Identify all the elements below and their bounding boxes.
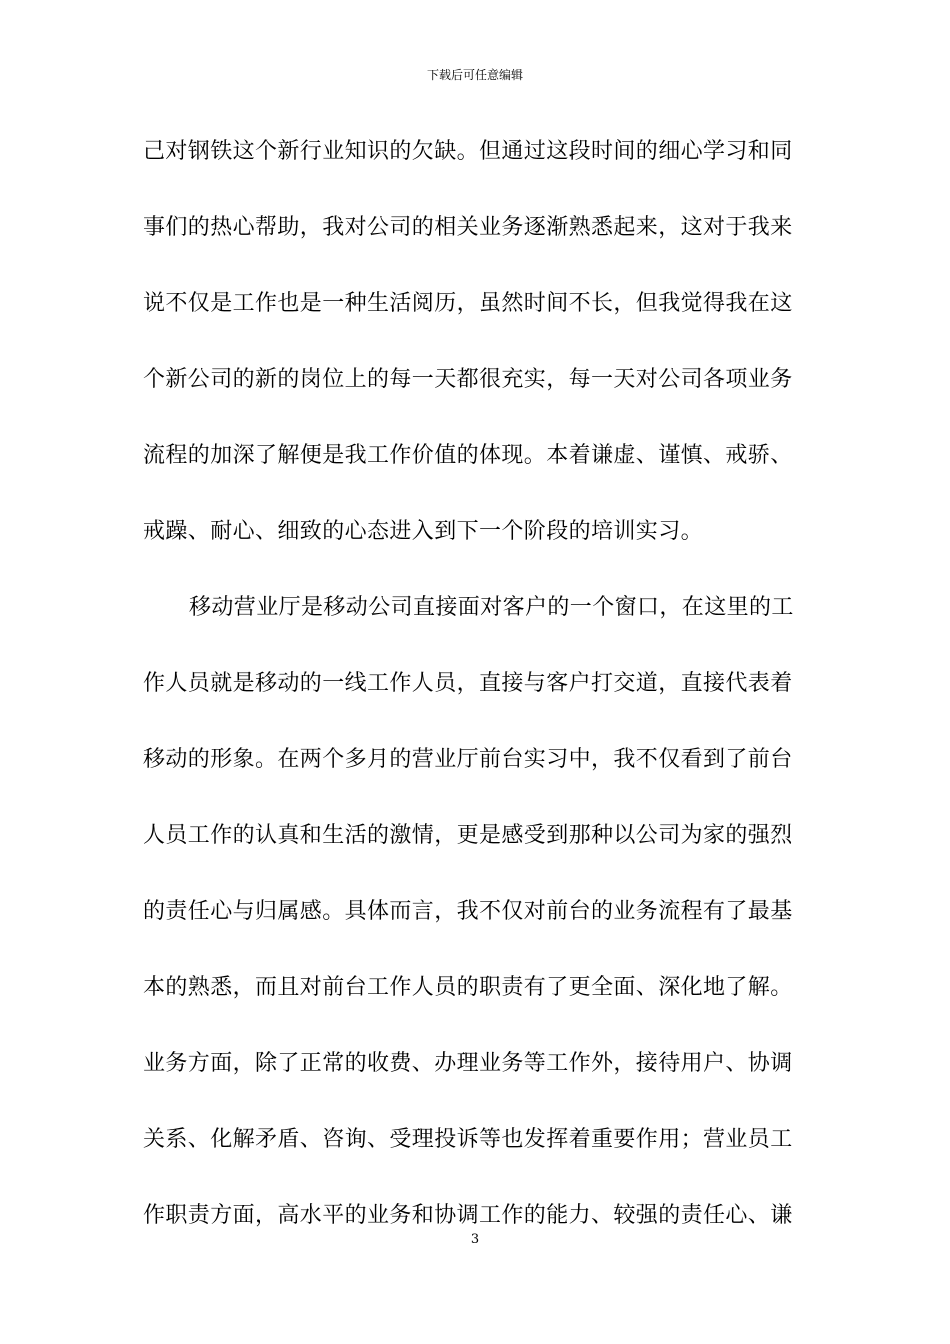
page-header: 下载后可任意编辑 (426, 68, 523, 82)
text-line: 事们的热心帮助，我对公司的相关业务逐渐熟悉起来，这对于我来 (143, 215, 793, 240)
text-line: 关系、化解矛盾、咨询、受理投诉等也发挥着重要作用；营业员工 (143, 1127, 793, 1152)
text-line: 本的熟悉，而且对前台工作人员的职责有了更全面、深化地了解。 (143, 975, 793, 1000)
text-line: 人员工作的认真和生活的激情，更是感受到那种以公司为家的强烈 (143, 823, 793, 848)
text-line: 戒躁、耐心、细致的心态进入到下一个阶段的培训实习。 (143, 519, 704, 544)
text-line: 作职责方面，高水平的业务和协调工作的能力、较强的责任心、谦 (143, 1203, 793, 1228)
text-line: 业务方面，除了正常的收费、办理业务等工作外，接待用户、协调 (143, 1051, 793, 1076)
paragraph-first-line: 移动营业厅是移动公司直接面对客户的一个窗口，在这里的工 (189, 595, 794, 620)
text-line: 己对钢铁这个新行业知识的欠缺。但通过这段时间的细心学习和同 (143, 139, 793, 164)
text-line: 流程的加深了解便是我工作价值的体现。本着谦虚、谨慎、戒骄、 (143, 443, 793, 468)
text-line: 说不仅是工作也是一种生活阅历，虽然时间不长，但我觉得我在这 (143, 291, 793, 316)
page-number: 3 (470, 1232, 480, 1247)
text-line: 个新公司的新的岗位上的每一天都很充实，每一天对公司各项业务 (143, 367, 793, 392)
text-line: 移动的形象。在两个多月的营业厅前台实习中，我不仅看到了前台 (143, 747, 793, 772)
text-line: 作人员就是移动的一线工作人员，直接与客户打交道，直接代表着 (143, 671, 793, 696)
text-line: 的责任心与归属感。具体而言，我不仅对前台的业务流程有了最基 (143, 899, 793, 924)
document-body (143, 128, 811, 1268)
